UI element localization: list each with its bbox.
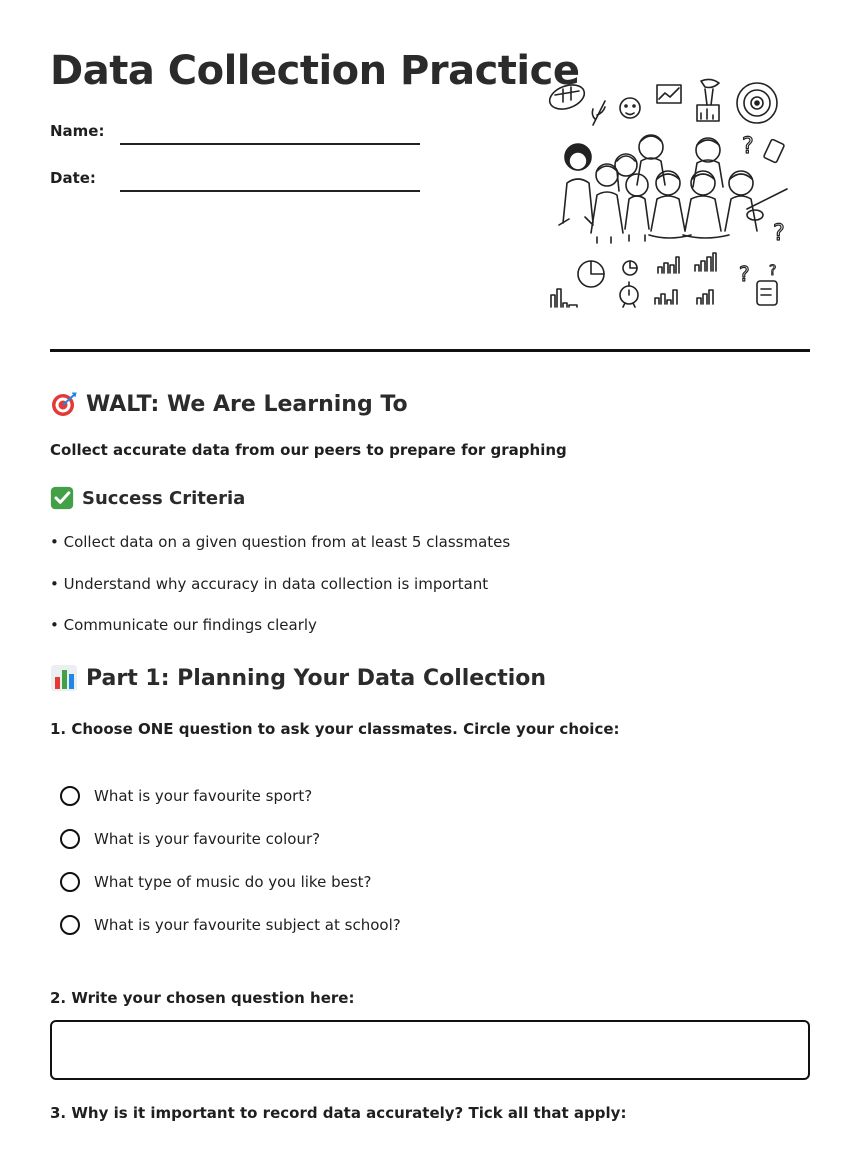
bar-chart-icon: [655, 290, 677, 304]
football-icon: [546, 81, 587, 114]
option-sport[interactable]: [60, 786, 312, 806]
option-label: What is your favourite sport?: [94, 787, 313, 805]
date-field[interactable]: [120, 190, 420, 192]
list-item: • Collect data on a given question from at least 5 classmates: [50, 533, 511, 551]
target-icon: [50, 390, 78, 418]
svg-text:?: ?: [739, 262, 750, 286]
name-label: Name:: [50, 122, 105, 140]
bird-chart-icon: [697, 79, 719, 121]
radio-circle[interactable]: [60, 829, 80, 849]
option-label: What is your favourite colour?: [94, 830, 321, 848]
bar-chart-icon: [50, 664, 78, 692]
name-field[interactable]: [120, 143, 420, 145]
bar-chart-icon: [697, 290, 713, 304]
part1-heading-text: Part 1: Planning Your Data Collection: [86, 665, 547, 691]
option-music[interactable]: [60, 872, 372, 892]
stopwatch-icon: [620, 282, 638, 307]
question-1-prompt: 1. Choose ONE question to ask your classmates. Circle your choice:: [50, 720, 620, 738]
list-item: • Understand why accuracy in data collection is important: [50, 575, 489, 593]
check-mark-icon: [50, 486, 74, 510]
phone-icon: [757, 281, 777, 305]
radio-circle[interactable]: [60, 786, 80, 806]
child-figure: [559, 144, 593, 225]
success-criteria-heading-text: Success Criteria: [82, 487, 246, 509]
pie-chart-icon: [578, 261, 604, 287]
bar-chart-icon: [695, 253, 716, 271]
svg-text:?: ?: [773, 221, 785, 246]
walt-heading-text: WALT: We Are Learning To: [86, 391, 408, 417]
part1-heading: [50, 664, 546, 692]
radio-circle[interactable]: [60, 915, 80, 935]
walt-heading: [50, 390, 408, 418]
spinner-icon: [737, 83, 777, 123]
child-figure: [637, 135, 665, 185]
success-criteria-heading: [50, 486, 245, 510]
children-data-illustration: [545, 75, 795, 315]
date-label: Date:: [50, 169, 96, 187]
list-item: • Communicate our findings clearly: [50, 616, 317, 634]
child-figure: [649, 171, 691, 238]
leaf-icon: [592, 101, 605, 125]
chosen-question-input[interactable]: [50, 1020, 810, 1080]
svg-text:?: ?: [742, 134, 754, 159]
picture-icon: [657, 85, 681, 103]
question-2-prompt: 2. Write your chosen question here:: [50, 989, 355, 1007]
page-title: Data Collection Practice: [50, 48, 580, 94]
pie-chart-icon: [623, 261, 637, 275]
phone-icon: [763, 139, 784, 163]
option-subject[interactable]: [60, 915, 401, 935]
option-label: What is your favourite subject at school?: [94, 916, 401, 934]
option-label: What type of music do you like best?: [94, 873, 372, 891]
option-colour[interactable]: [60, 829, 320, 849]
divider: [50, 349, 810, 352]
child-figure: [693, 138, 723, 187]
bar-chart-icon: [658, 257, 679, 273]
walt-statement: Collect accurate data from our peers to prepare for graphing: [50, 441, 567, 459]
child-figure: [591, 164, 623, 243]
svg-text:?: ?: [769, 263, 777, 279]
question-3-prompt: 3. Why is it important to record data accurately? Tick all that apply:: [50, 1104, 627, 1122]
radio-circle[interactable]: [60, 872, 80, 892]
bar-chart-icon: [551, 289, 577, 307]
face-icon: [620, 98, 640, 118]
